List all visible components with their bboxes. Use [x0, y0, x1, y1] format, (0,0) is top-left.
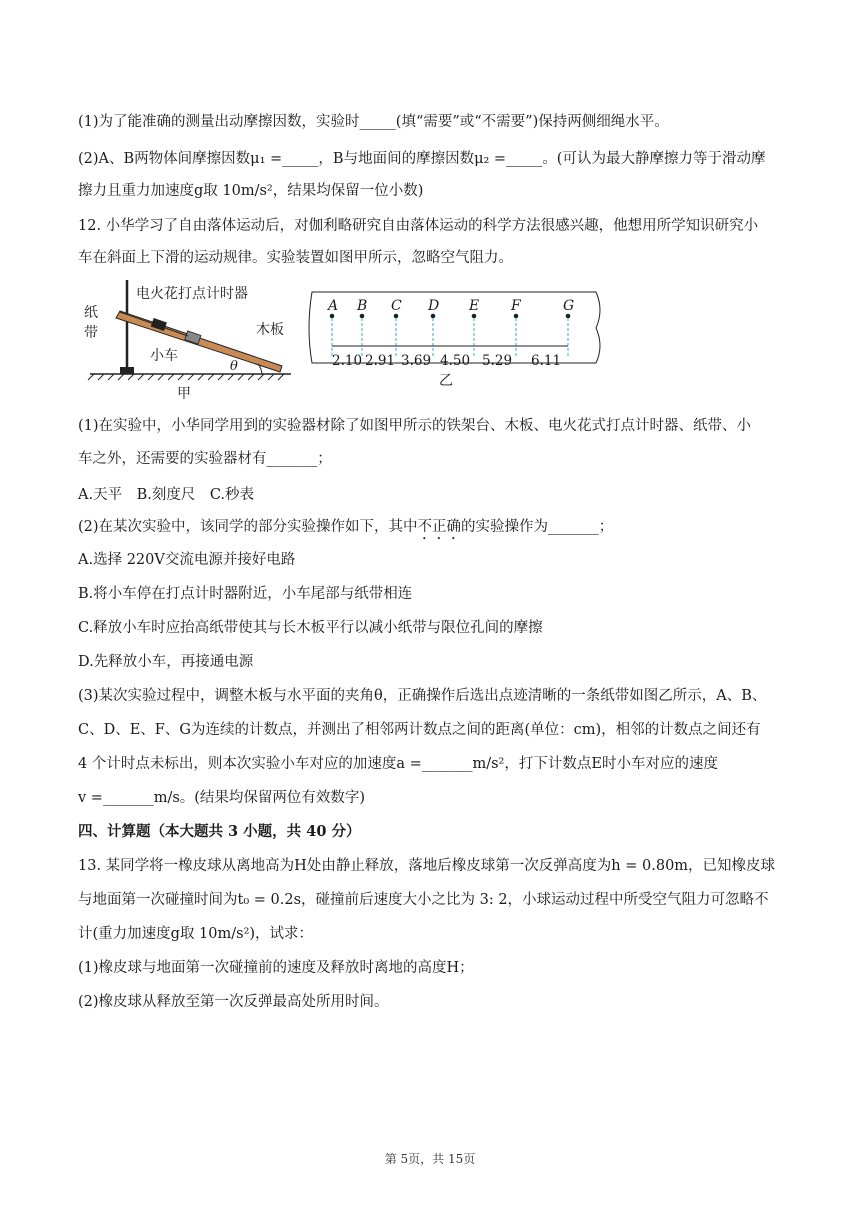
- tape-point-b: B: [357, 298, 368, 314]
- q12-part2-option-a: A.选择 220V交流电源并接好电路: [78, 552, 296, 568]
- q13-stem-line2: 与地面第一次碰撞时间为t₀ = 0.2s，碰撞前后速度大小之比为 3: 2，小球运动过程中所受空气阻力可忽略不: [78, 892, 769, 908]
- tape-point-d: D: [428, 298, 440, 314]
- tape-point-c: C: [391, 298, 402, 314]
- tape-distance-fg: 6.11: [531, 353, 562, 369]
- q12-stem-line1: 12. 小华学习了自由落体运动后，对伽利略研究自由落体运动的科学方法很感兴趣，他想用所学知识研究小: [78, 218, 759, 234]
- q12-part1-line2: 车之外，还需要的实验器材有_______；: [78, 451, 332, 467]
- tape-point-e: E: [469, 298, 480, 314]
- fig-jia-cart-label: 小车: [150, 348, 178, 364]
- q11-part1: (1)为了能准确的测量出动摩擦因数，实验时_____(填“需要”或“不需要”)保持两侧细绳水平。: [78, 114, 669, 130]
- fig-jia-tape-label-2: 带: [84, 325, 98, 341]
- tape-distance-ef: 5.29: [482, 353, 513, 369]
- fig-jia-timer-label: 电火花打点计时器: [136, 286, 248, 302]
- q12-part2-option-c: C.释放小车时应抬高纸带使其与长木板平行以减小纸带与限位孔间的摩擦: [78, 620, 543, 636]
- q12-part3-line2: C、D、E、F、G为连续的计数点，并测出了相邻两计数点之间的距离(单位：cm)，相邻的计数点之间还有: [78, 722, 761, 738]
- q12-part3-line4: v =_______m/s。(结果均保留两位有效数字): [78, 790, 366, 806]
- tape-distance-ab: 2.10: [332, 353, 363, 369]
- q12-part2-suffix: 的实验操作为_______；: [461, 519, 614, 535]
- q13-part2: (2)橡皮球从释放至第一次反弹最高处所用时间。: [78, 994, 389, 1010]
- page-footer: 第 5页，共 15页: [384, 1152, 476, 1166]
- q13-part1: (1)橡皮球与地面第一次碰撞前的速度及释放时离地的高度H；: [78, 960, 474, 976]
- q11-part2-line2: 擦力且重力加速度g取 10m/s²，结果均保留一位小数): [78, 183, 424, 199]
- fig-jia-angle-label: θ: [230, 359, 238, 374]
- tape-distance-bc: 2.91: [365, 353, 396, 369]
- tape-point-a: A: [328, 298, 339, 314]
- q12-part2-prefix: (2)在某次实验中，该同学的部分实验操作如下，其中: [78, 519, 418, 535]
- q12-part1-options: A.天平 B.刻度尺 C.秒表: [78, 487, 255, 503]
- fig-yi-caption: 乙: [439, 373, 453, 389]
- fig-jia-board-label: 木板: [256, 322, 284, 338]
- q12-part1-line1: (1)在实验中，小华同学用到的实验器材除了如图甲所示的铁架台、木板、电火花式打点计时器、纸带、小: [78, 418, 752, 434]
- q12-part3-line1: (3)某次实验过程中，调整木板与水平面的夹角θ，正确操作后选出点迹清晰的一条纸带如图乙所示，A、B、: [78, 688, 767, 704]
- tape-distance-de: 4.50: [440, 353, 471, 369]
- fig-jia-caption: 甲: [177, 386, 191, 402]
- q13-stem-line1: 13. 某同学将一橡皮球从离地高为H处由静止释放，落地后橡皮球第一次反弹高度为h = 0.80m，已知橡皮球: [78, 858, 776, 874]
- q12-part3-line3: 4 个计时点未标出，则本次实验小车对应的加速度a =_______m/s²，打下计数点E时小车对应的速度: [78, 756, 718, 772]
- tape-point-f: F: [511, 298, 521, 314]
- q12-part2-option-d: D.先释放小车，再接通电源: [78, 654, 254, 670]
- q12-part2-option-b: B.将小车停在打点计时器附近，小车尾部与纸带相连: [78, 586, 413, 602]
- tape-distance-cd: 3.69: [401, 353, 432, 369]
- section-heading-calculation: 四、计算题（本大题共 3 小题，共 40 分）: [78, 823, 361, 840]
- q11-part2-line1: (2)A、B两物体间摩擦因数μ₁ =_____，B与地面间的摩擦因数μ₂ =_____。(可认为最大静摩擦力等于滑动摩: [78, 151, 766, 167]
- q12-stem-line2: 车在斜面上下滑的运动规律。实验装置如图甲所示，忽略空气阻力。: [78, 250, 513, 266]
- q13-stem-line3: 计(重力加速度g取 10m/s²)，试求：: [78, 926, 314, 942]
- q12-part2-stem: [78, 517, 613, 543]
- tape-point-g: G: [563, 298, 575, 314]
- q12-part2-emphasis: 不正确: [417, 519, 462, 535]
- fig-jia-tape-label-1: 纸: [84, 305, 98, 321]
